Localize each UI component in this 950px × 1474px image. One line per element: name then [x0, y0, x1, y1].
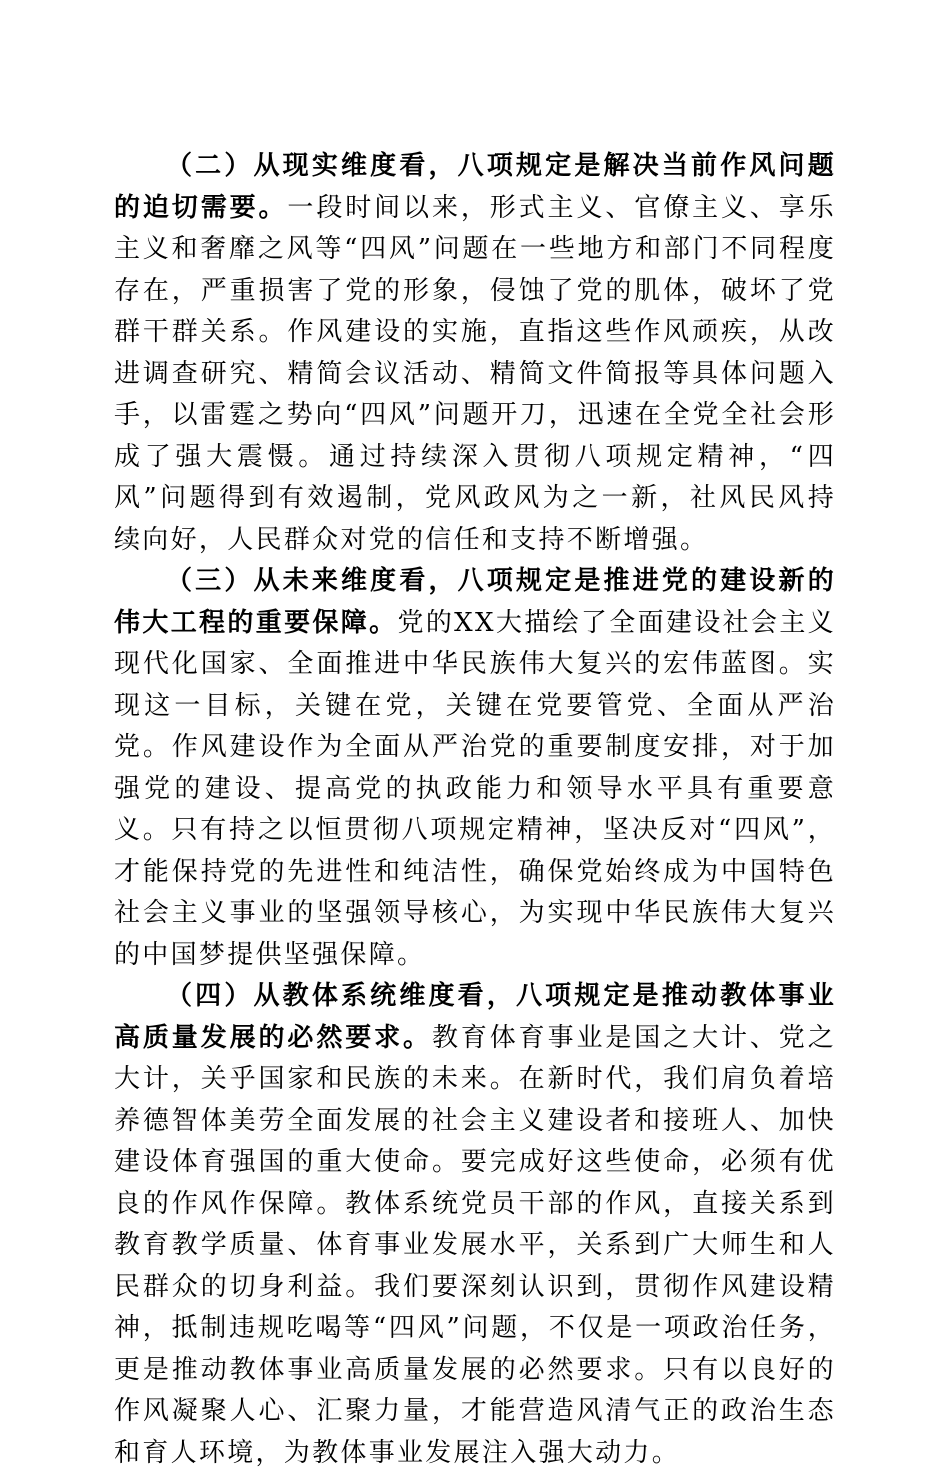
section-two-heading: （二）从现实维度看，八项规定是解决当前作风问题的迫切需要。: [114, 151, 836, 223]
section-four-paragraph: [114, 976, 836, 1474]
document-page: [114, 146, 836, 1474]
section-four-heading: （四）从教体系统维度看，八项规定是推动教体事业高质量发展的必然要求。: [114, 981, 836, 1053]
section-two-paragraph: [114, 146, 836, 561]
section-three-paragraph: [114, 561, 836, 976]
section-two-body: 一段时间以来，形式主义、官僚主义、享乐主义和奢靡之风等“四风”问题在一些地方和部门不同程度存在，严重损害了党的形象，侵蚀了党的肌体，破坏了党群干群关系。作风建设的实施，直指这些作风顽疾，从改进调查研究、精简会议活动、精简文件简报等具体问题入手，以雷霆之势向“四风”问题开刀，迅速在全党全社会形成了强大震慑。通过持续深入贯彻八项规定精神，“四风”问题得到有效遏制，党风政风为之一新，社风民风持续向好，人民群众对党的信任和支持不断增强。: [114, 192, 836, 555]
section-three-body: 党的XX大描绘了全面建设社会主义现代化国家、全面推进中华民族伟大复兴的宏伟蓝图。实现这一目标，关键在党，关键在党要管党、全面从严治党。作风建设作为全面从严治党的重要制度安排，对于加强党的建设、提高党的执政能力和领导水平具有重要意义。只有持之以恒贯彻八项规定精神，坚决反对“四风”，才能保持党的先进性和纯洁性，确保党始终成为中国特色社会主义事业的坚强领导核心，为实现中华民族伟大复兴的中国梦提供坚强保障。: [114, 607, 836, 970]
section-three-heading: （三）从未来维度看，八项规定是推进党的建设新的伟大工程的重要保障。: [114, 566, 836, 638]
section-four-body: 教育体育事业是国之大计、党之大计，关乎国家和民族的未来。在新时代，我们肩负着培养德智体美劳全面发展的社会主义建设者和接班人、加快建设体育强国的重大使命。要完成好这些使命，必须有优良的作风作保障。教体系统党员干部的作风，直接关系到教育教学质量、体育事业发展水平，关系到广大师生和人民群众的切身利益。我们要深刻认识到，贯彻作风建设精神，抵制违规吃喝等“四风”问题，不仅是一项政治任务，更是推动教体事业高质量发展的必然要求。只有以良好的作风凝聚人心、汇聚力量，才能营造风清气正的政治生态和育人环境，为教体事业发展注入强大动力。: [114, 1022, 836, 1468]
